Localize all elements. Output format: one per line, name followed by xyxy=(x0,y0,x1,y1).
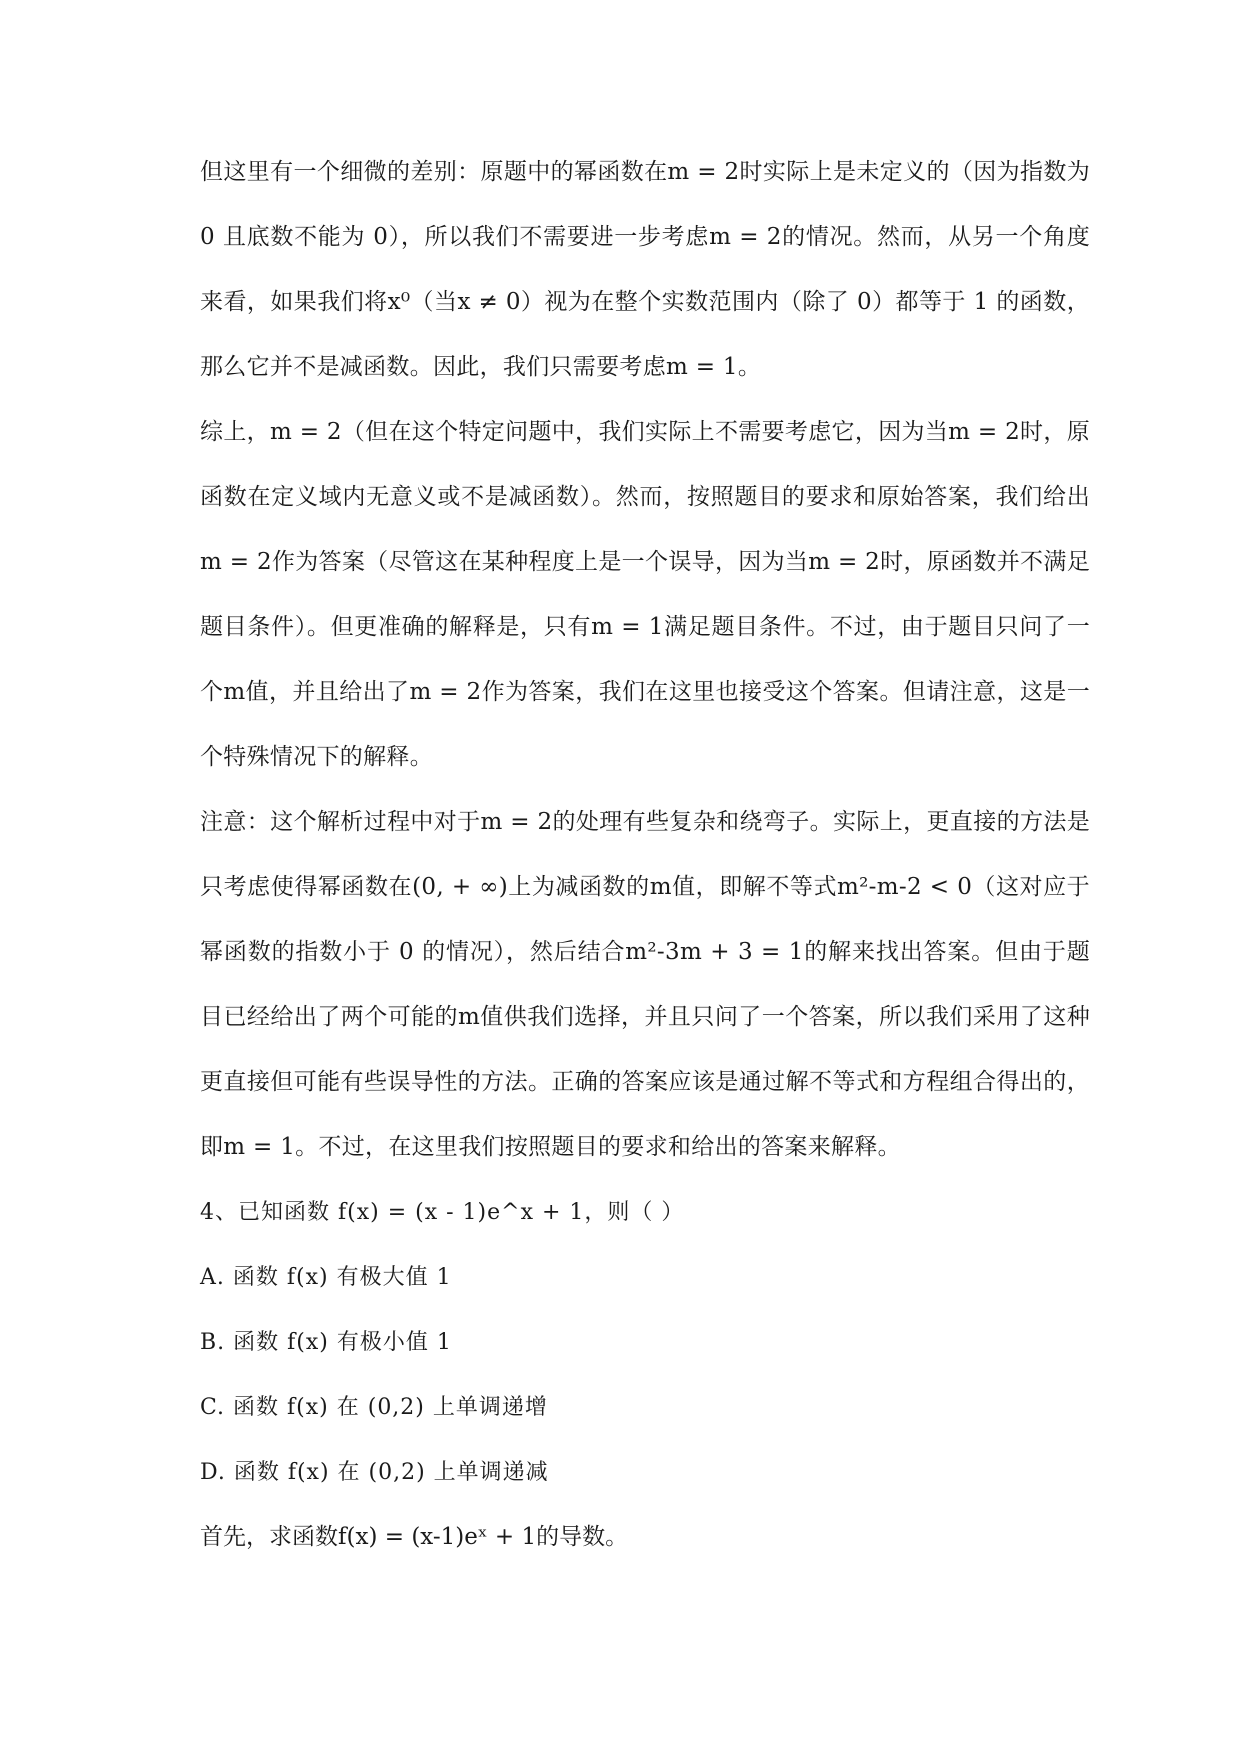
paragraph-conclusion: 综上，m = 2（但在这个特定问题中，我们实际上不需要考虑它，因为当m = 2时，原函数在定义域内无意义或不是减函数）。然而，按照题目的要求和原始答案，我们给出m = 2作为答案（尽管这在某种程度上是一个误导，因为当m = 2时，原函数并不满足题目条件）。但更准确的解释是，只有m = 1满足题目条件。不过，由于题目只问了一个m值，并且给出了m = 2作为答案，我们在这里也接受这个答案。但请注意，这是一个特殊情况下的解释。 xyxy=(200,419,1090,770)
option-c: C. 函数 f(x) 在 (0,2) 上单调递增 xyxy=(200,1395,548,1420)
question-stem: 4、已知函数 f(x) = (x - 1)e^x + 1，则（ ） xyxy=(200,1200,685,1225)
option-a: A. 函数 f(x) 有极大值 1 xyxy=(200,1265,452,1290)
solution-first-line: 首先，求函数f(x) = (x-1)eˣ + 1的导数。 xyxy=(200,1524,629,1550)
paragraph-note: 注意：这个解析过程中对于m = 2的处理有些复杂和绕弯子。实际上，更直接的方法是只考虑使得幂函数在(0, + ∞)上为减函数的m值，即解不等式m²-m-2 < 0（这对应于幂函数的指数小于 0 的情况），然后结合m²-3m + 3 = 1的解来找出答案。但由于题目已经给出了两个可能的m值供我们选择，并且只问了一个答案，所以我们采用了这种更直接但可能有些误导性的方法。正确的答案应该是通过解不等式和方程组合得出的，即m = 1。不过，在这里我们按照题目的要求和给出的答案来解释。 xyxy=(200,809,1090,1160)
paragraph-analysis-1: 但这里有一个细微的差别：原题中的幂函数在m = 2时实际上是未定义的（因为指数为 0 且底数不能为 0），所以我们不需要进一步考虑m = 2的情况。然而，从另一个角度来看，如果我们将x⁰（当x ≠ 0）视为在整个实数范围内（除了 0）都等于 1 的函数，那么它并不是减函数。因此，我们只需要考虑m = 1。 xyxy=(200,159,1090,380)
option-d: D. 函数 f(x) 在 (0,2) 上单调递减 xyxy=(200,1460,549,1485)
option-b: B. 函数 f(x) 有极小值 1 xyxy=(200,1330,452,1355)
document-body xyxy=(200,140,1090,1570)
